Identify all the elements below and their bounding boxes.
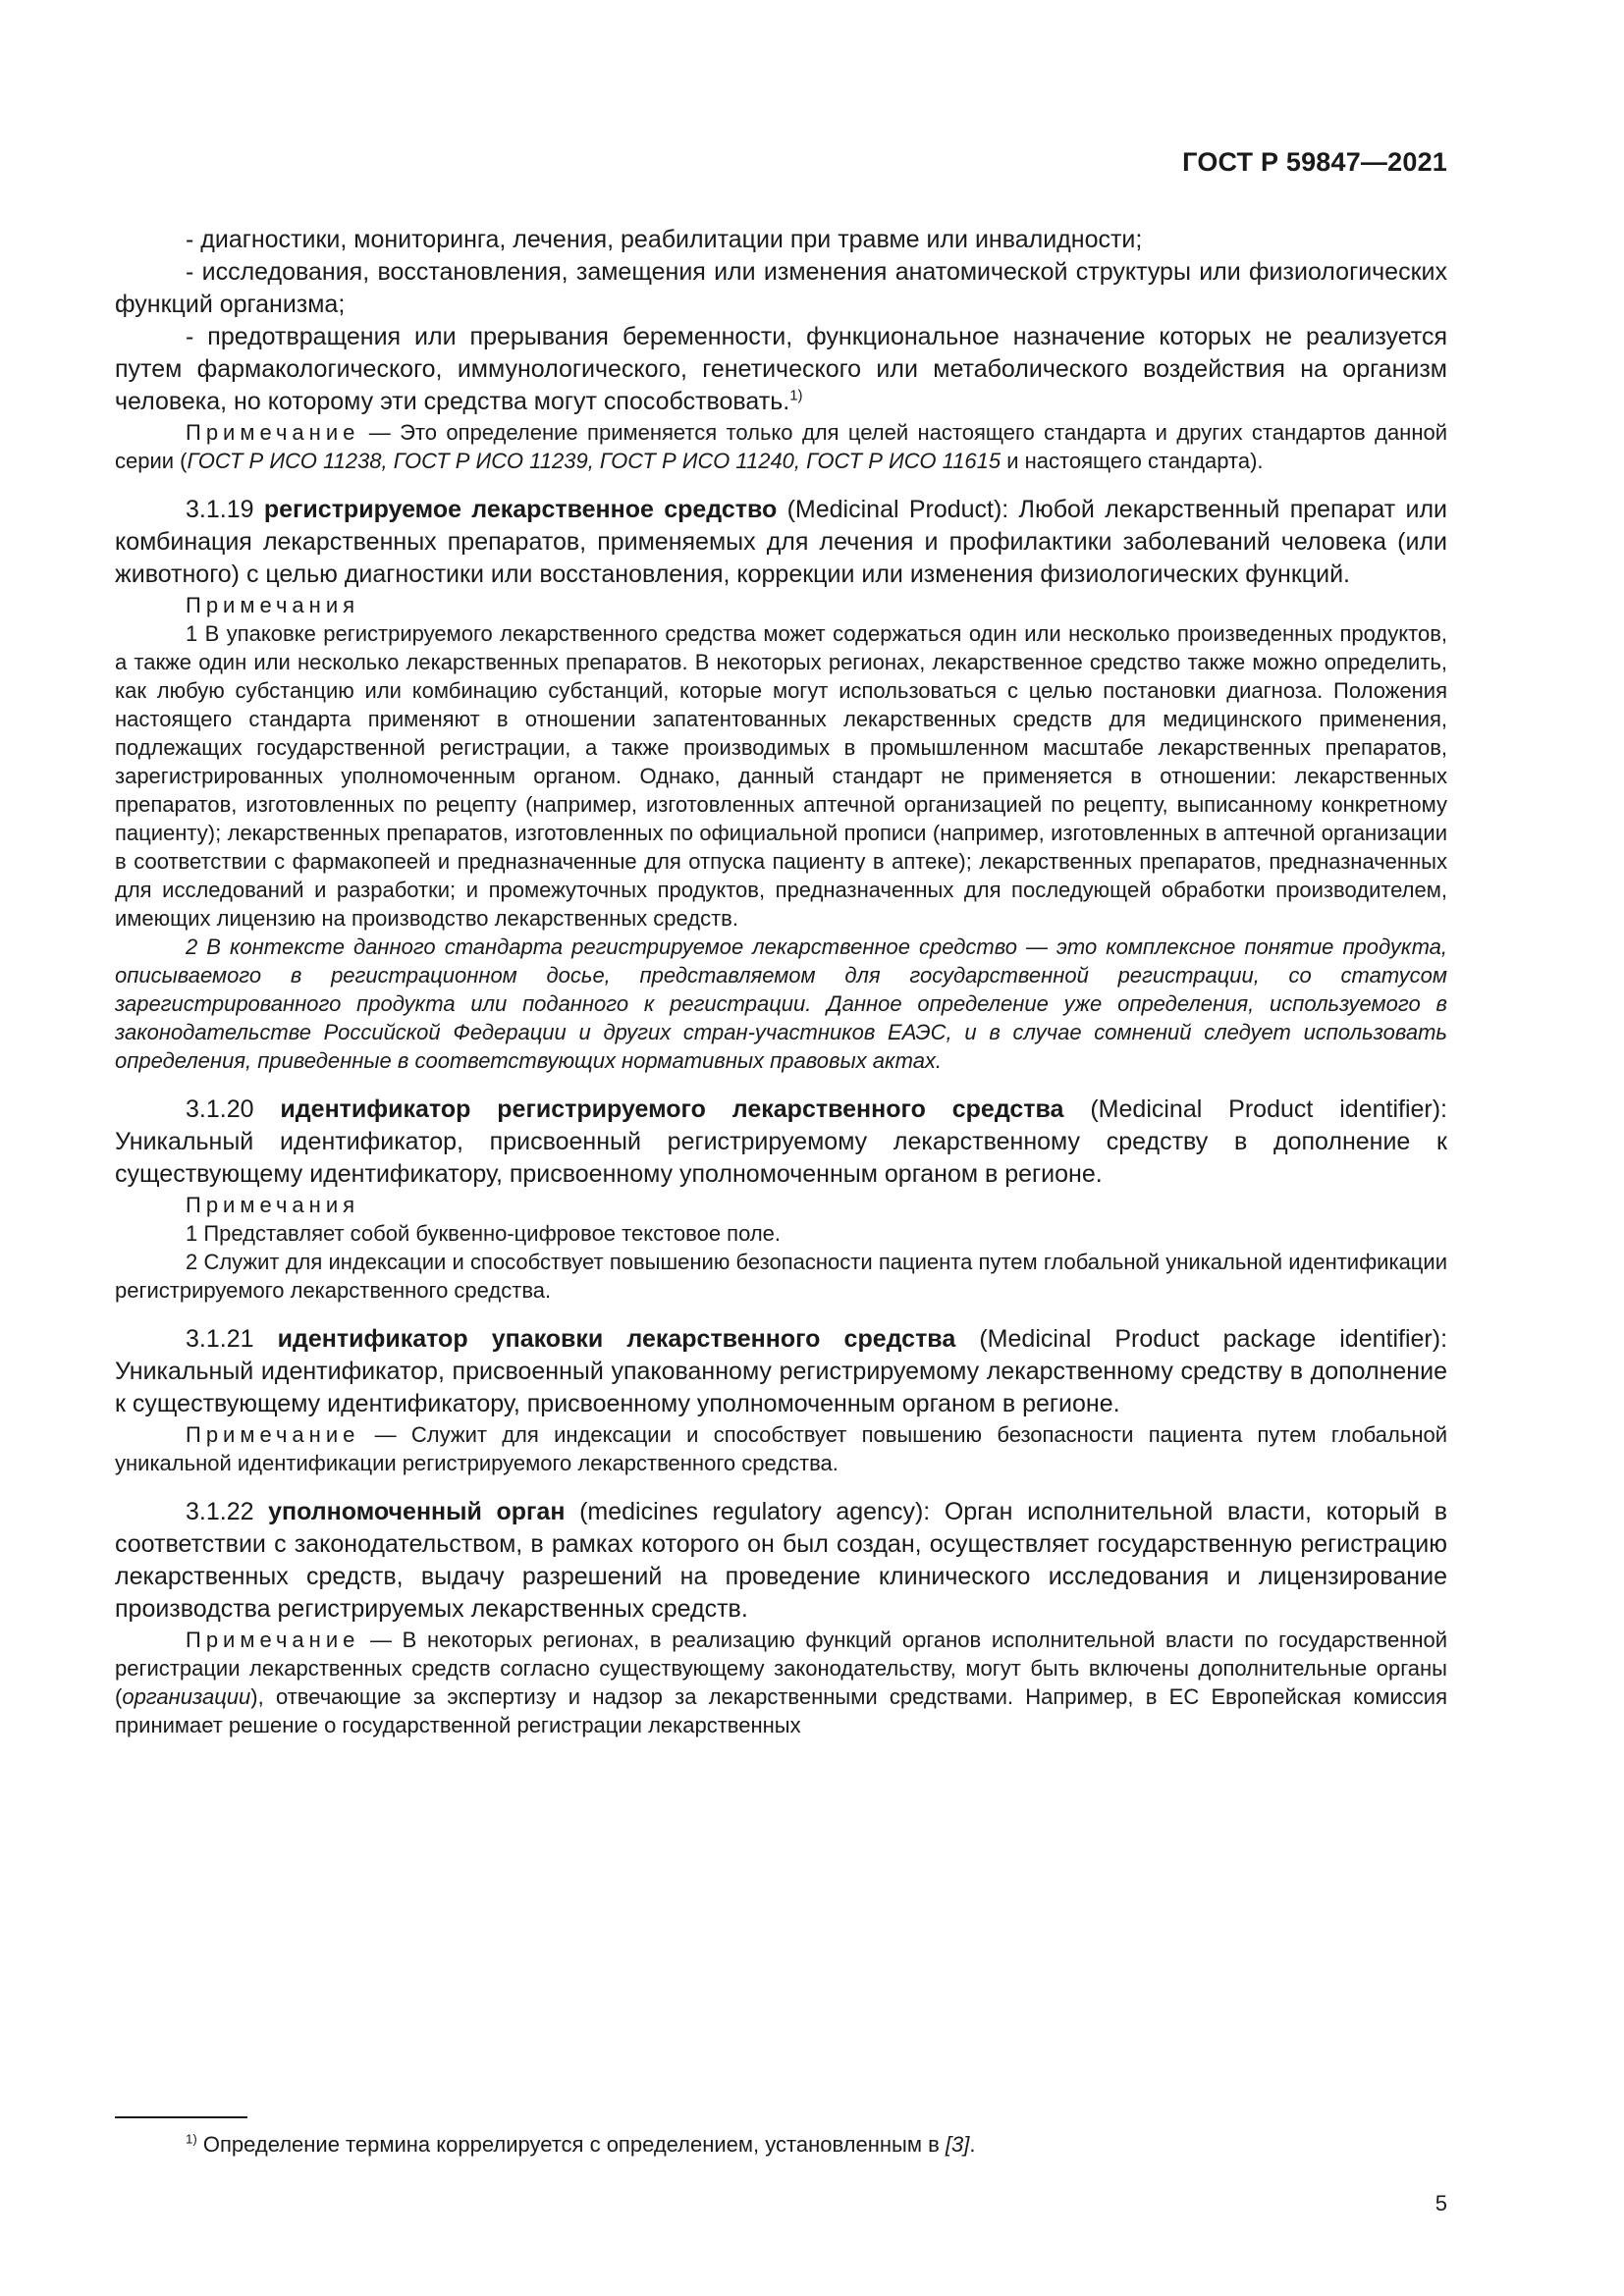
list-item-1: - диагностики, мониторинга, лечения, реабилитации при травме или инвалидности; <box>186 226 1143 253</box>
footnote-text: Определение термина коррелируется с определением, установленным в <box>196 2132 946 2157</box>
note-text-end: и настоящего стандарта). <box>1001 449 1264 473</box>
entry-number: 3.1.21 <box>186 1325 254 1353</box>
notes-heading: Примечания <box>186 593 360 617</box>
entry-3-1-19-note-1: 1 В упаковке регистрируемого лекарственного средства может содержаться один или несколько произведенных продуктов, а также один или несколько лекарственных препаратов. В некоторых регионах, лекарственное средство также можно определить, как любую субстанцию или комбинацию субстанций, которые могут использоваться с целью постановки диагноза. Положения настоящего стандарта применяют в отношении запатентованных лекарственных средств для медицинского применения, подлежащих государственной регистрации, а также производимых в промышленном масштабе лекарственных препаратов, зарегистрированных уполномоченным органом. Однако, данный стандарт не применяется в отношении: лекарственных препаратов, изготовленных по рецепту (например, изготовленных аптечной организацией по рецепту, выписанному конкретному пациенту); лекарственных препаратов, изготовленных по официальной прописи (например, изготовленных в аптечной организации в соответствии с фармакопеей и предназначенные для отпуска пациенту в аптеке); лекарственных препаратов, предназначенных для исследований и разработки; и промежуточных продуктов, предназначенных для последующей обработки производителем, имеющих лицензию на производство лекарственных средств. <box>115 621 1447 931</box>
note-label: Примечание <box>186 1422 360 1447</box>
note-text: — Служит для индексации и способствует повышению безопасности пациента путем глобальной уникальной идентификации регистрируемого лекарственного средства. <box>115 1422 1447 1475</box>
entry-term: регистрируемое лекарственное средство <box>263 496 778 523</box>
entry-definition: (Medicinal Product): Любой лекарственный препарат или комбинация лекарственных препаратов, применяемых для лечения и профилактики заболеваний человека (или животного) с целью диагностики или восстановления, коррекции или изменения физиологических функций. <box>115 496 1448 588</box>
note-text: — Это определение применяется только для целей настоящего стандарта и других стандартов данной серии ( <box>115 420 1447 473</box>
list-item-3-text: - предотвращения или прерывания беременности, функциональное назначение которых не реализуется путем фармакологического, иммунологического, генетического или метаболического воздействия на организм человека, но которому эти средства могут способствовать. <box>115 323 1447 415</box>
note-italic-term: организации <box>122 1684 251 1709</box>
entry-3-1-21 <box>115 1323 1447 1420</box>
entry-number: 3.1.22 <box>186 1498 254 1525</box>
entry-3-1-20-note-2: 2 Служит для индексации и способствует повышению безопасности пациента путем глобальной уникальной идентификации регистрируемого лекарственного средства. <box>115 1250 1447 1303</box>
entry-number: 3.1.20 <box>186 1095 254 1123</box>
entry-3-1-22 <box>115 1496 1447 1626</box>
entry-definition: (Medicinal Product package identifier): Уникальный идентификатор, присвоенный упакованному регистрируемому лекарственному средству в дополнение к существующему идентификатору, присвоенному уполномоченным органом в регионе. <box>115 1325 1448 1417</box>
list-item-3 <box>115 321 1447 418</box>
list-item-2: - исследования, восстановления, замещения или изменения анатомической структуры или физиологических функций организма; <box>115 258 1447 318</box>
note-label: Примечание <box>186 1628 360 1652</box>
entry-3-1-20 <box>115 1094 1447 1191</box>
body-text <box>115 224 1447 1739</box>
footnote <box>186 2130 975 2159</box>
note-text: — В некоторых регионах, в реализацию функций органов исполнительной власти по государственной регистрации лекарственных средств согласно существующему законодательству, могут быть включены дополнительные органы ( <box>115 1628 1447 1709</box>
note-text-end: ), отвечающие за экспертизу и надзор за лекарственными средствами. Например, в ЕС Европейская комиссия принимает решение о государственной регистрации лекарственных <box>115 1684 1447 1737</box>
note-standards-list: ГОСТ Р ИСО 11238, ГОСТ Р ИСО 11239, ГОСТ Р ИСО 11240, ГОСТ Р ИСО 11615 <box>187 449 1001 473</box>
entry-3-1-21-note <box>115 1420 1447 1477</box>
footnote-mark: 1) <box>186 2131 197 2147</box>
footnote-text-end: . <box>969 2132 976 2157</box>
entry-3-1-19 <box>115 494 1447 591</box>
note-label: Примечание <box>186 420 360 445</box>
entry-definition: (medicines regulatory agency): Орган исполнительной власти, который в соответствии с законодательством, в рамках которого он был создан, осуществляет государственную регистрацию лекарственных средств, выдачу разрешений на проведение клинического исследования и лицензирование производства регистрируемых лекарственных средств. <box>115 1498 1447 1623</box>
footnote-divider <box>115 2116 247 2118</box>
entry-3-1-22-note <box>115 1626 1447 1739</box>
footnote-reference-italic: [3] <box>945 2132 970 2157</box>
notes-heading: Примечания <box>186 1193 360 1217</box>
note-intro <box>115 418 1447 475</box>
entry-3-1-20-note-1: 1 Представляет собой буквенно-цифровое текстовое поле. <box>186 1221 782 1246</box>
entry-term: уполномоченный орган <box>268 1498 566 1525</box>
entry-3-1-19-note-2: 2 В контексте данного стандарта регистрируемое лекарственное средство — это комплексное понятие продукта, описываемого в регистрационном досье, представляемом для государственной регистрации, со статусом зарегистрированного продукта или поданного к регистрации. Данное определение уже определения, используемого в законодательстве Российской Федерации и других стран-участников ЕАЭС, и в случае сомнений следует использовать определения, приведенные в соответствующих нормативных правовых актах. <box>115 934 1447 1073</box>
page-number: 5 <box>1435 2191 1447 2216</box>
entry-number: 3.1.19 <box>186 496 254 523</box>
entry-term: идентификатор регистрируемого лекарственного средства <box>280 1095 1064 1123</box>
footnote-reference: 1) <box>789 387 803 404</box>
document-code: ГОСТ Р 59847—2021 <box>1182 147 1447 177</box>
entry-definition: (Medicinal Product identifier): Уникальный идентификатор, присвоенный регистрируемому лекарственному средству в дополнение к существующему идентификатору, присвоенному уполномоченным органом в регионе. <box>115 1095 1447 1188</box>
entry-term: идентификатор упаковки лекарственного средства <box>277 1325 956 1353</box>
